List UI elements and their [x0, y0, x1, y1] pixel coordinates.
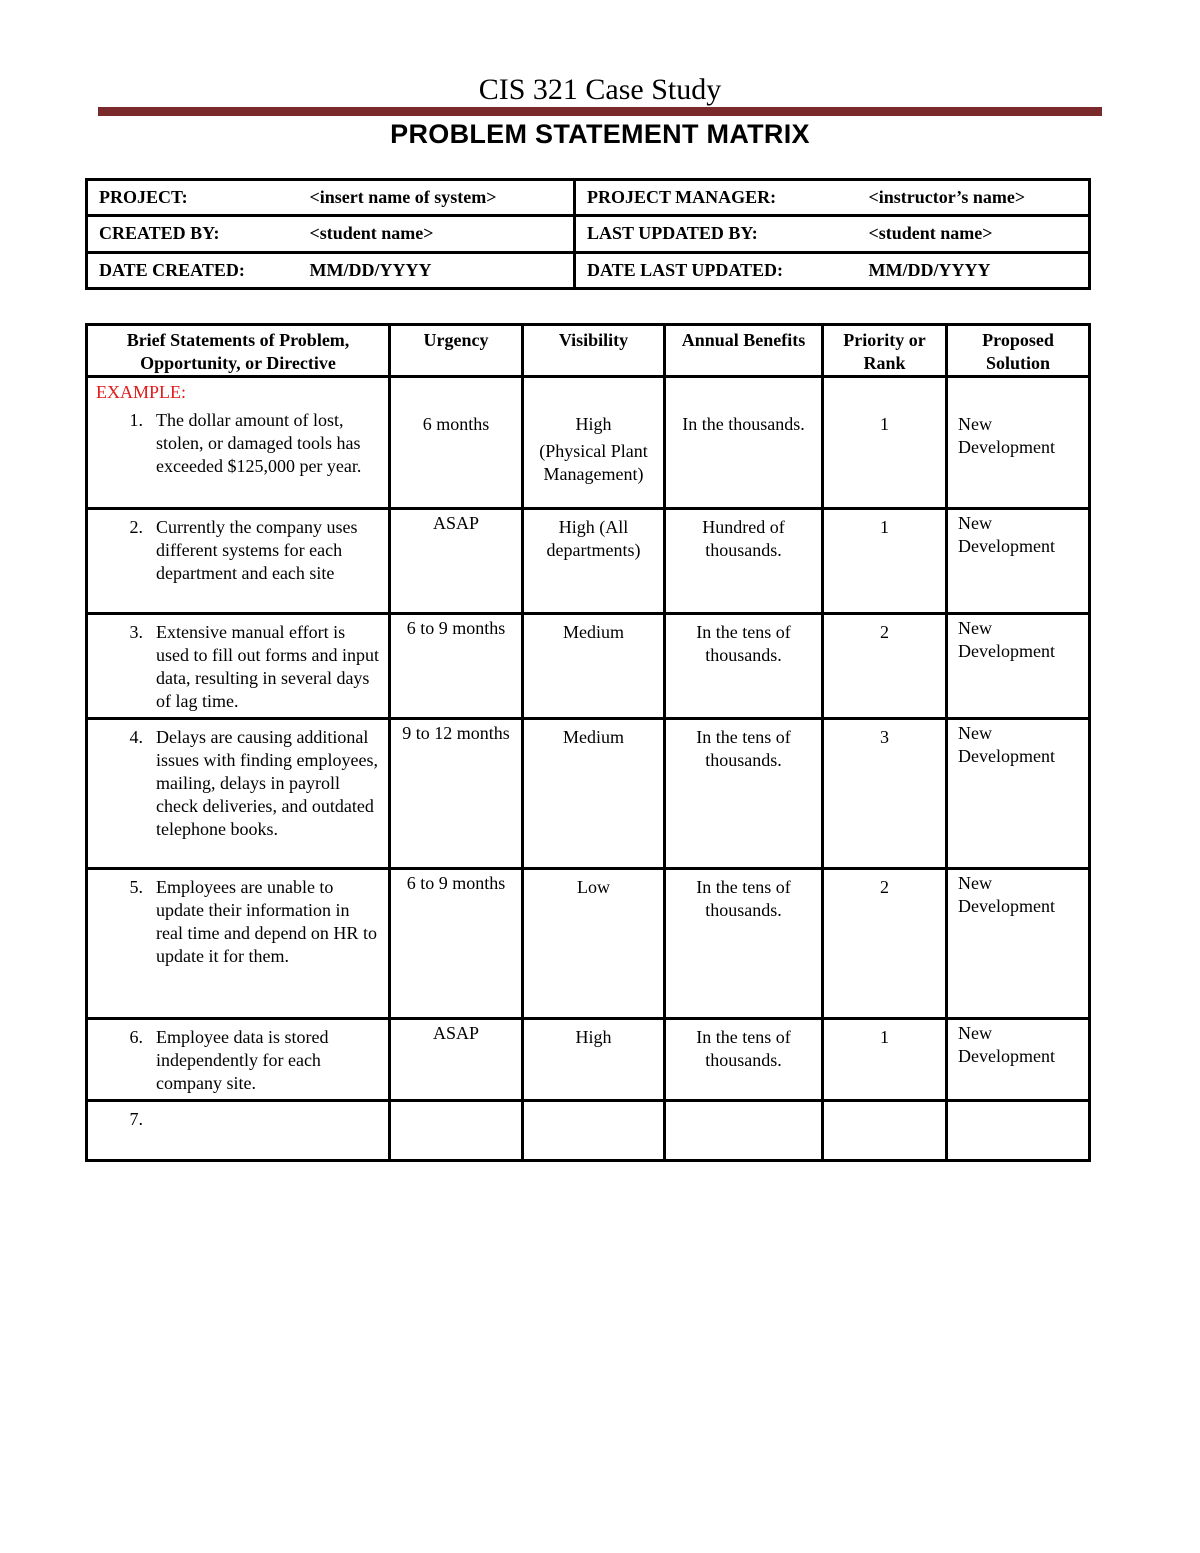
- table-row: [87, 377, 1090, 509]
- statement-cell: [87, 1101, 390, 1161]
- table-row: [87, 509, 1090, 614]
- urgency-cell: 6 to 9 months: [390, 869, 523, 1019]
- project-info-table: [85, 178, 1091, 290]
- project-value: <insert name of system>: [299, 180, 575, 216]
- benefits-cell: In the tens of thousands.: [665, 1019, 823, 1101]
- statement-cell: [87, 1019, 390, 1101]
- table-row: [87, 1019, 1090, 1101]
- benefits-cell: In the thousands.: [665, 377, 823, 509]
- document-title: CIS 321 Case Study: [478, 73, 722, 106]
- created-by-label: CREATED BY:: [87, 216, 299, 252]
- matrix-heading: PROBLEM STATEMENT MATRIX: [390, 119, 810, 149]
- info-row-dates: [87, 252, 1090, 288]
- benefits-cell: In the tens of thousands.: [665, 614, 823, 719]
- matrix-header-row: [87, 325, 1090, 377]
- statement-text: Employee data is stored independently for each company site.: [156, 1027, 329, 1093]
- item-number: 1.: [129, 410, 143, 430]
- table-row: [87, 614, 1090, 719]
- solution-cell: New Development: [947, 377, 1090, 509]
- statement-text: Delays are causing additional issues with finding employees, mailing, delays in payroll check deliveries, and outdated telephone books.: [156, 727, 378, 839]
- header-urgency: Urgency: [390, 325, 523, 377]
- header-statement: Brief Statements of Problem, Opportunity, or Directive: [87, 325, 390, 377]
- title-rule: [98, 107, 1102, 116]
- visibility-cell: Medium: [523, 719, 665, 869]
- item-number: 3.: [129, 622, 143, 642]
- item-number: 4.: [129, 727, 143, 747]
- visibility-cell: [523, 377, 665, 509]
- solution-cell: New Development: [947, 614, 1090, 719]
- benefits-cell: In the tens of thousands.: [665, 869, 823, 1019]
- header-priority: Priority or Rank: [823, 325, 947, 377]
- project-manager-value: <instructor’s name>: [858, 180, 1090, 216]
- priority-cell: 1: [823, 377, 947, 509]
- example-label: EXAMPLE:: [96, 382, 186, 402]
- statement-text: The dollar amount of lost, stolen, or damaged tools has exceeded $125,000 per year.: [156, 410, 362, 476]
- project-manager-label: PROJECT MANAGER:: [575, 180, 858, 216]
- statement-cell: [87, 377, 390, 509]
- visibility-cell: High (All departments): [523, 509, 665, 614]
- header-proposed-solution: Proposed Solution: [947, 325, 1090, 377]
- last-updated-by-value: <student name>: [858, 216, 1090, 252]
- statement-text: Extensive manual effort is used to fill out forms and input data, resulting in several days of lag time.: [156, 622, 379, 711]
- date-created-value: MM/DD/YYYY: [299, 252, 575, 288]
- visibility-cell: Low: [523, 869, 665, 1019]
- date-last-updated-label: DATE LAST UPDATED:: [575, 252, 858, 288]
- table-row: [87, 719, 1090, 869]
- priority-cell: 2: [823, 614, 947, 719]
- benefits-cell: In the tens of thousands.: [665, 719, 823, 869]
- project-label: PROJECT:: [87, 180, 299, 216]
- visibility-value: High: [575, 414, 612, 434]
- urgency-cell: 9 to 12 months: [390, 719, 523, 869]
- date-created-label: DATE CREATED:: [87, 252, 299, 288]
- item-number: 7.: [129, 1109, 143, 1129]
- priority-cell: 2: [823, 869, 947, 1019]
- visibility-cell: High: [523, 1019, 665, 1101]
- solution-cell: New Development: [947, 509, 1090, 614]
- visibility-cell: Medium: [523, 614, 665, 719]
- visibility-cell: [523, 1101, 665, 1161]
- item-number: 6.: [129, 1027, 143, 1047]
- created-by-value: <student name>: [299, 216, 575, 252]
- solution-cell: New Development: [947, 869, 1090, 1019]
- benefits-cell: [665, 1101, 823, 1161]
- urgency-cell: [390, 1101, 523, 1161]
- priority-cell: 3: [823, 719, 947, 869]
- urgency-cell: 6 to 9 months: [390, 614, 523, 719]
- statement-cell: [87, 719, 390, 869]
- info-row-project: [87, 180, 1090, 216]
- solution-cell: New Development: [947, 1019, 1090, 1101]
- last-updated-by-label: LAST UPDATED BY:: [575, 216, 858, 252]
- statement-text: [156, 1108, 380, 1131]
- statement-cell: [87, 509, 390, 614]
- info-row-created-by: [87, 216, 1090, 252]
- priority-cell: 1: [823, 509, 947, 614]
- urgency-cell: 6 months: [390, 377, 523, 509]
- table-row: [87, 1101, 1090, 1161]
- problem-statement-matrix: [85, 323, 1091, 1162]
- visibility-note: (Physical Plant Management): [539, 441, 648, 484]
- priority-cell: [823, 1101, 947, 1161]
- statement-cell: [87, 614, 390, 719]
- solution-cell: New Development: [947, 719, 1090, 869]
- item-number: 5.: [129, 877, 143, 897]
- statement-cell: [87, 869, 390, 1019]
- urgency-cell: ASAP: [390, 1019, 523, 1101]
- benefits-cell: Hundred of thousands.: [665, 509, 823, 614]
- header-annual-benefits: Annual Benefits: [665, 325, 823, 377]
- solution-cell: [947, 1101, 1090, 1161]
- statement-text: Currently the company uses different systems for each department and each site: [156, 517, 358, 583]
- statement-text: Employees are unable to update their information in real time and depend on HR to update it for them.: [156, 877, 377, 966]
- header-visibility: Visibility: [523, 325, 665, 377]
- urgency-cell: ASAP: [390, 509, 523, 614]
- date-last-updated-value: MM/DD/YYYY: [858, 252, 1090, 288]
- item-number: 2.: [129, 517, 143, 537]
- table-row: [87, 869, 1090, 1019]
- priority-cell: 1: [823, 1019, 947, 1101]
